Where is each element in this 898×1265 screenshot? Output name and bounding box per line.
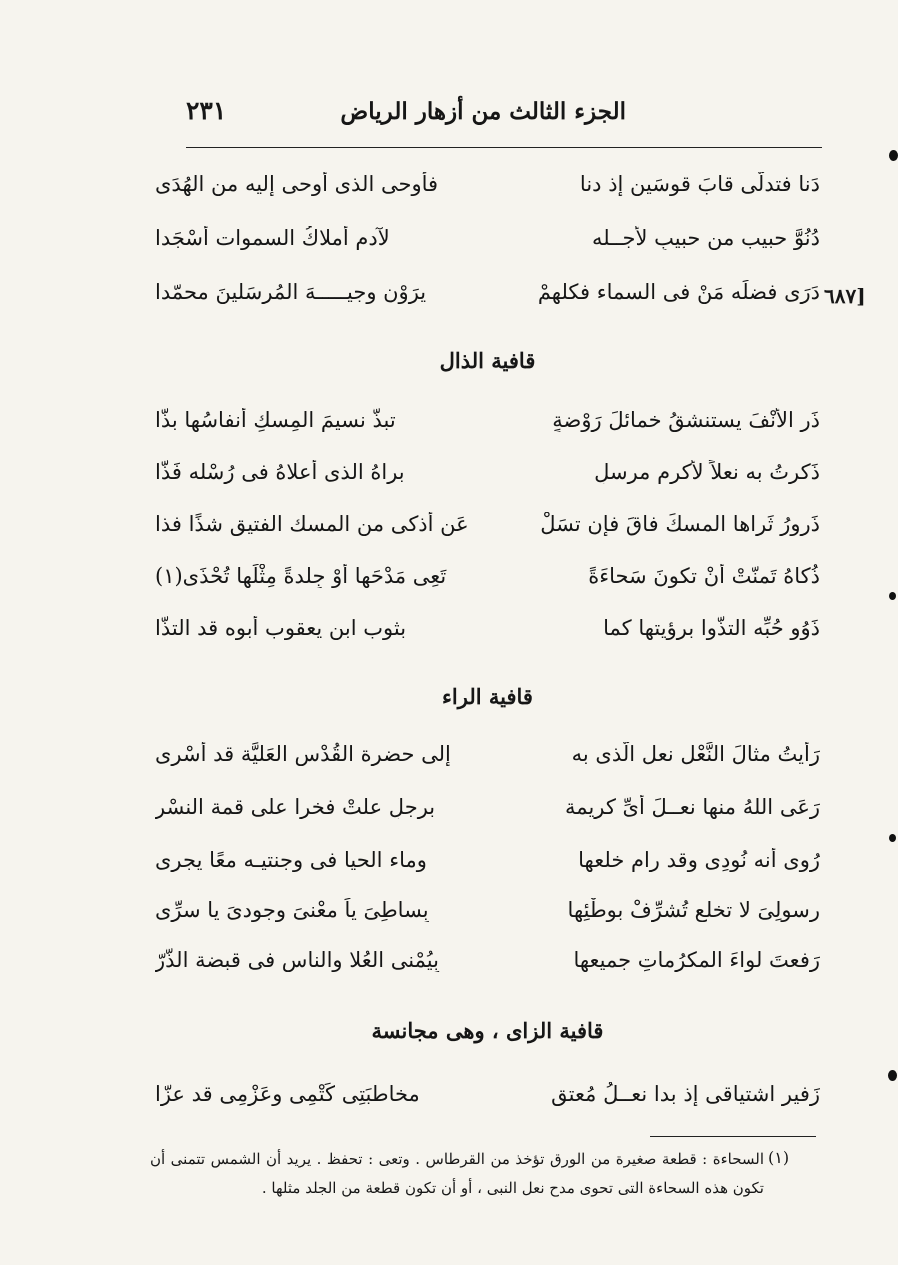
verse-line xyxy=(155,848,820,894)
second-hemistich: بِساطِىَ ياَ معْنىَ وجودىَ يا سرِّى xyxy=(155,898,429,922)
section-heading: قافية الراء xyxy=(442,684,533,709)
second-hemistich: يرَوْن وجيـــــهَ المُرسَلينَ محمّدا xyxy=(155,280,427,304)
second-hemistich: برجلٍ علتْ فخرا على قمة النسْر xyxy=(155,795,436,819)
margin-spot xyxy=(889,150,898,161)
second-hemistich: بثوب ابن يعقوب أبوه قد التذَّا xyxy=(155,616,407,640)
margin-spot xyxy=(889,834,896,842)
second-hemistich: إلى حضرة القُدْسِ العَليَّة قد أُسْرى xyxy=(155,742,451,766)
first-hemistich: دُنُوَّ حبيب من حبيبٍ لأجــله xyxy=(591,226,820,250)
first-hemistich: دَرَى فضلَه مَنْ فى السماء فكلهمْ xyxy=(537,280,820,304)
verse-line xyxy=(155,564,820,610)
verse-number: [٦٨٧ xyxy=(824,284,866,308)
section-heading: قافية الزاى ، وهى مجانسة xyxy=(371,1018,604,1043)
verse-line xyxy=(155,172,820,218)
page-number: ٢٣١ xyxy=(186,96,227,125)
second-hemistich: تبذُّ نسيمَ المِسكِ أنفاسُها بذًّا xyxy=(155,408,396,432)
first-hemistich: ذُكاهُ تَمنّتْ أنْ تكونَ سَحاءَةً xyxy=(588,564,820,588)
verse-line xyxy=(155,408,820,454)
second-hemistich: فأوحى الذى أوحى إليه من الهُدَى xyxy=(155,172,439,196)
second-hemistich: براهُ الذى أعلاهُ فى رُسْله فَذّا xyxy=(155,460,405,484)
first-hemistich: ذَرورُ ثَراها المسكَ فاقَ فإن تسَلْ xyxy=(540,512,820,536)
verse-line xyxy=(155,616,820,662)
footnote-text: السحاءة : قطعة صغيرة من الورق تؤخذ من القرطاس . وتعى : تحفظ . يريد أن الشمس تتمنى أن تكون هذه السحاءة التى تحوى مدح نعل النبى ، أو أن تكون قطعة من الجلد مثلها . xyxy=(150,1150,764,1197)
verse-line xyxy=(155,898,820,944)
footnote-rule xyxy=(650,1136,816,1137)
verse-line xyxy=(155,280,820,326)
first-hemistich: ذَرِ الأنْفَ يستنشقُ خمائلَ رَوْضةٍ xyxy=(552,408,820,432)
second-hemistich: بِيُمْنى العُلا والناس فى قبضة الذَّرّ xyxy=(155,948,439,972)
margin-spot xyxy=(888,1070,897,1081)
second-hemistich: وماء الحيا فى وجنتيـه معًا يجرى xyxy=(155,848,427,872)
verse-line xyxy=(155,226,820,272)
first-hemistich: رُوى أنه نُودِى وقد رام خلعها xyxy=(578,848,820,872)
section-heading: قافية الذال xyxy=(439,348,536,373)
verse-line xyxy=(155,795,820,841)
running-header xyxy=(186,96,626,136)
verse-line xyxy=(155,460,820,506)
first-hemistich: رَأيتُ مثالَ النَّعْلِ نعلِ الّذى به xyxy=(571,742,820,766)
first-hemistich: رسولِىَ لا تخلع تُشرِّفْ بوطْئِها xyxy=(567,898,820,922)
second-hemistich: عَن أذكى من المسك الفتيقِ شذًا فذا xyxy=(155,512,469,536)
first-hemistich: رَعَى اللهُ منها نعــلَ أىِّ كريمة xyxy=(565,795,820,819)
verse-line xyxy=(155,1082,820,1128)
footnote-marker: (١) xyxy=(768,1148,790,1167)
first-hemistich: ذَوُو حُبِّه التذُّوا برؤيتها كما xyxy=(603,616,820,640)
verse-line xyxy=(155,512,820,558)
second-hemistich: تَعِى مَدْحَها أوْ جِلدةً مِثْلَها تُحْذَى(١) xyxy=(155,564,447,588)
first-hemistich: ذَكرتُ به نعلاً لأكرم مرسلٍ xyxy=(594,460,820,484)
margin-spot xyxy=(889,592,896,600)
header-rule xyxy=(186,147,822,148)
first-hemistich: رَفعتَ لواءَ المكرُماتِ جميعها xyxy=(573,948,820,972)
second-hemistich: مخاطبَتِى كَتْمِى وعَزْمِى قد عزّا xyxy=(155,1082,420,1106)
second-hemistich: لآدم أملاكُ السموات أسْجَدا xyxy=(155,226,390,250)
first-hemistich: دَنا فتدلّى قابَ قوسَين إذ دنا xyxy=(579,172,820,196)
verse-line xyxy=(155,742,820,788)
verse-line xyxy=(155,948,820,994)
running-title: الجزء الثالث من أزهار الرياض xyxy=(340,98,626,125)
first-hemistich: زَفير اشتياقى إذ بدا نعــلُ مُعتقٍ xyxy=(551,1082,820,1106)
